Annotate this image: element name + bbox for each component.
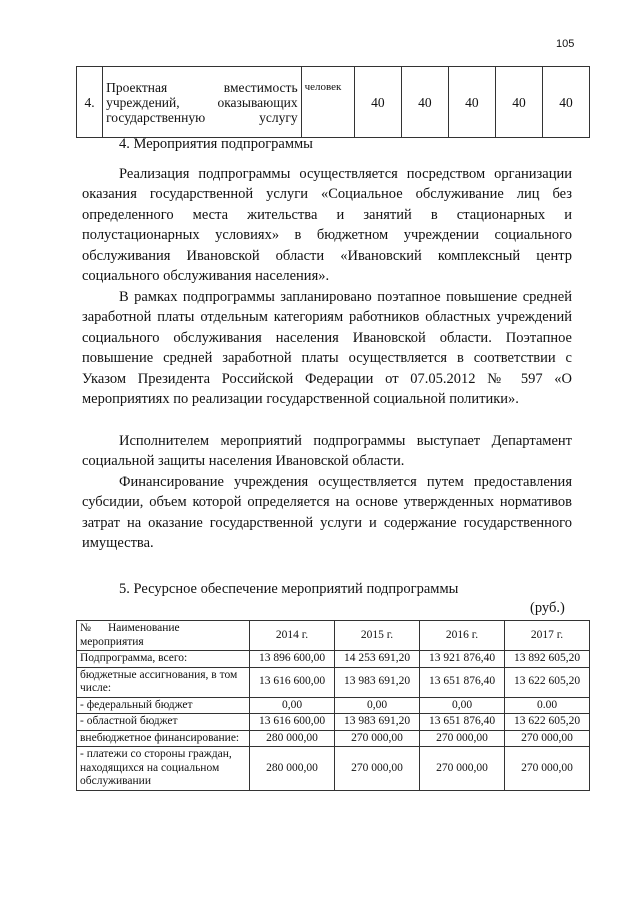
row-value: 13 651 876,40 [420, 667, 505, 697]
row-value: 13 622 605,20 [505, 714, 590, 731]
currency-unit-note: (руб.) [530, 600, 565, 616]
row-value: 13 622 605,20 [505, 667, 590, 697]
row-value: 40 [401, 67, 448, 138]
table-row [77, 747, 590, 791]
row-value: 13 983 691,20 [335, 714, 420, 731]
header-year: 2015 г. [335, 621, 420, 651]
row-label: - областной бюджет [77, 714, 250, 731]
table-row [77, 697, 590, 714]
row-label: - федеральный бюджет [77, 697, 250, 714]
row-value: 40 [354, 67, 401, 138]
header-year: 2016 г. [420, 621, 505, 651]
row-label: бюджетные ассигнования, в том числе: [77, 667, 250, 697]
resource-table [76, 620, 590, 791]
row-value: 40 [542, 67, 589, 138]
row-value: 13 616 600,00 [250, 667, 335, 697]
row-value: 13 921 876,40 [420, 651, 505, 668]
row-value: 14 253 691,20 [335, 651, 420, 668]
row-value: 280 000,00 [250, 747, 335, 791]
row-value: 270 000,00 [420, 747, 505, 791]
row-label: Подпрограмма, всего: [77, 651, 250, 668]
table-row [77, 667, 590, 697]
row-value: 0.00 [505, 697, 590, 714]
table-header-row [77, 621, 590, 651]
section-5-heading: 5. Ресурсное обеспечение мероприятий подпрограммы [119, 581, 459, 597]
table-row [77, 730, 590, 747]
paragraph: В рамках подпрограммы запланировано поэтапное повышение средней заработной платы отдельным категориям работников областных учреждений социального обслуживания населения Ивановской области. Поэтапное повышение средней заработной платы осуществляется в соответствии с Указом Президента Российской Федерации от 07.05.2012 № 597 «О мероприятиях по реализации государственной социальной политики». [82, 289, 572, 408]
header-year: 2014 г. [250, 621, 335, 651]
row-value: 40 [448, 67, 495, 138]
table-row [77, 714, 590, 731]
header-year: 2017 г. [505, 621, 590, 651]
row-value: 13 892 605,20 [505, 651, 590, 668]
row-value: 270 000,00 [335, 730, 420, 747]
row-value: 270 000,00 [505, 747, 590, 791]
table-row [77, 651, 590, 668]
row-label: внебюджетное финансирование: [77, 730, 250, 747]
row-value: 270 000,00 [420, 730, 505, 747]
row-value: 0,00 [335, 697, 420, 714]
row-value: 270 000,00 [335, 747, 420, 791]
row-description: Проектная вместимость учреждений, оказывающих государственную услугу [103, 67, 302, 138]
paragraph: Реализация подпрограммы осуществляется посредством организации оказания государственной услуги «Социальное обслуживание лиц без определенного места жительства и занятий в стационарных и полустационарных условиях» в бюджетном учреждении социального обслуживания Ивановской области «Ивановский комплексный центр социального обслуживания населения». [82, 166, 572, 285]
row-value: 13 896 600,00 [250, 651, 335, 668]
row-value: 40 [495, 67, 542, 138]
row-value: 13 616 600,00 [250, 714, 335, 731]
row-value: 280 000,00 [250, 730, 335, 747]
table-row [77, 67, 590, 138]
row-value: 270 000,00 [505, 730, 590, 747]
row-value: 13 651 876,40 [420, 714, 505, 731]
header-number: № [80, 622, 91, 634]
header-name: Наименование мероприятия [80, 622, 180, 648]
header-name-cell [77, 621, 250, 651]
row-value: 13 983 691,20 [335, 667, 420, 697]
row-value: 0,00 [250, 697, 335, 714]
row-value: 0,00 [420, 697, 505, 714]
row-number: 4. [77, 67, 103, 138]
section-4-heading: 4. Мероприятия подпрограммы [119, 136, 313, 152]
row-unit: человек [301, 67, 354, 138]
paragraph: Финансирование учреждения осуществляется путем предоставления субсидии, объем которой определяется на основе утвержденных нормативов затрат на оказание государственной услуги и содержание государственного имущества. [82, 474, 572, 552]
paragraph: Исполнителем мероприятий подпрограммы выступает Департамент социальной защиты населения Ивановской области. [82, 433, 572, 470]
page-number: 105 [556, 38, 575, 50]
capacity-table [76, 66, 590, 138]
row-label: - платежи со стороны граждан, находящихся на социальном обслуживании [77, 747, 250, 791]
